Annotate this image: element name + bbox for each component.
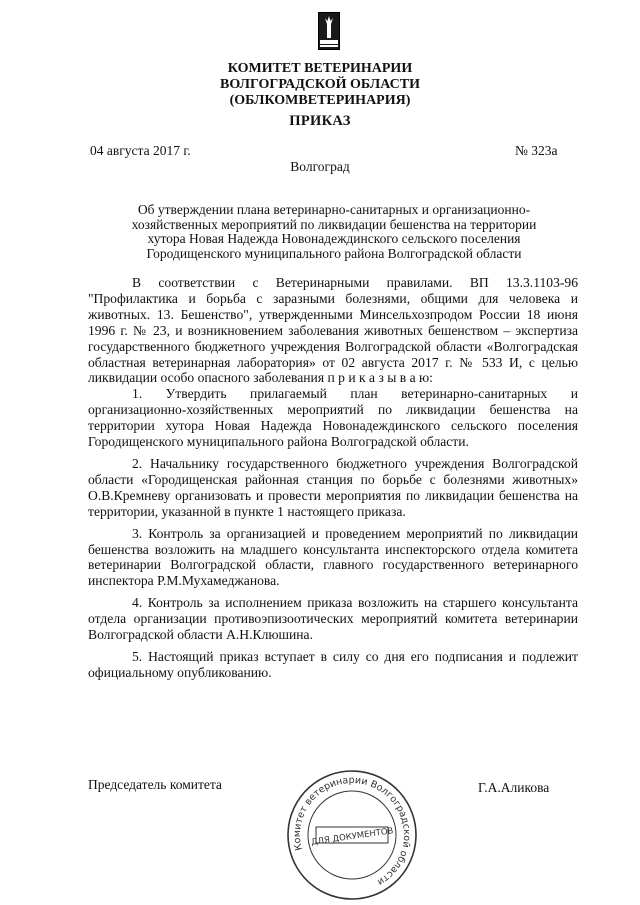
order-item-2: 2. Начальнику государственного бюджетного учреждения Волгоградской области «Городищенская районная станция по борьбе с болезнями животных» О.В.Кремневу организовать и провести мероприятия по ликвидации бешенства на территории, указанной в пункте 1 настоящего приказа. [88, 455, 578, 519]
order-number: № 323а [515, 143, 558, 158]
seal-ring-text: Комитет ветеринарии Волгоградской области [291, 774, 413, 888]
signatory-position: Председатель комитета [88, 777, 222, 792]
org-name-line2: ВОЛГОГРАДСКОЙ ОБЛАСТИ [220, 77, 420, 92]
order-subject [108, 203, 560, 261]
order-item-1: 1. Утвердить прилагаемый план ветеринарно-санитарных и организационно-хозяйственных мероприятий по ликвидации бешенства на территории хутора Новая Надежда Новонадеждинского сельского поселения Городищенского муниципального района Волгоградской области. [88, 386, 578, 450]
subject-line: хозяйственных мероприятий по ликвидации бешенства на территории [131, 216, 537, 232]
order-date: 04 августа 2017 г. [90, 143, 191, 158]
subject-line: хутора Новая Надежда Новонадеждинского сельского поселения [147, 231, 521, 246]
order-city: Волгоград [290, 159, 350, 174]
volgograd-emblem-icon [318, 12, 340, 50]
org-name-line1: КОМИТЕТ ВЕТЕРИНАРИИ [227, 61, 413, 76]
official-seal [282, 765, 422, 905]
order-body [88, 275, 578, 681]
order-item-3: 3. Контроль за организацией и проведением мероприятий по ликвидации бешенства возложить на младшего консультанта инспекторского отдела комитета ветеринарии Волгоградской области, главного государственного ветеринарного инспектора Р.М.Мухамеджанова. [88, 525, 578, 589]
org-name-line3: (ОБЛКОМВЕТЕРИНАРИЯ) [229, 93, 411, 108]
order-item-5: 5. Настоящий приказ вступает в силу со дня его подписания и подлежит официальному опубликованию. [88, 648, 578, 680]
doc-type-title: ПРИКАЗ [289, 113, 351, 129]
seal-center-text: ДЛЯ ДОКУМЕНТОВ [310, 826, 395, 848]
subject-line: Городищенского муниципального района Волгоградской области [146, 245, 522, 261]
preamble-paragraph: В соответствии с Ветеринарными правилами. ВП 13.3.1103-96 "Профилактика и борьба с заразными болезнями, общими для человека и животных. 13. Бешенство", утвержденными Минсельхозпродом России 18 июня 1996 г. № 23, и возникновением заболевания животных бешенством – экспертиза государственного бюджетного учреждения Волгоградской области «Волгоградская областная ветеринарная лаборатория» от 02 августа 2017 г. № 533 И, с целью ликвидации особо опасного заболевания п р и к а з ы в а ю: [88, 275, 578, 386]
subject-line: Об утверждении плана ветеринарно-санитарных и организационно- [137, 202, 531, 217]
signatory-name: Г.А.Аликова [478, 780, 550, 795]
order-item-4: 4. Контроль за исполнением приказа возложить на старшего консультанта отдела организации противоэпизоотических мероприятий комитета ветеринарии Волгоградской области А.Н.Клюшина. [88, 595, 578, 643]
